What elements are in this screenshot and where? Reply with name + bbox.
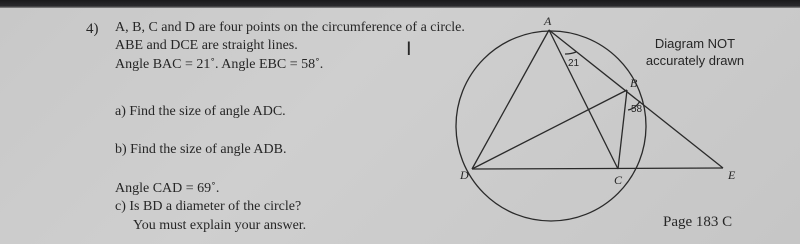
intro-line-1: A, B, C and D are four points on the circumference of a circle. [115,20,465,35]
point-label-e: E [728,168,736,182]
point-label-c: C [614,173,623,187]
point-label-b: B [630,76,638,90]
line-abe [549,30,723,168]
part-c: c) Is BD a diameter of the circle? [115,199,302,214]
circle-diagram [0,8,800,244]
intro-line-3: Angle BAC = 21˚. Angle EBC = 58˚. [115,57,324,72]
point-label-d: D [460,168,469,182]
line-bc [618,90,627,169]
circle [456,31,646,221]
part-c-note: You must explain your answer. [133,218,307,233]
line-dce [472,168,723,169]
text-cursor-icon: I [406,38,412,60]
page-reference: Page 183 C [663,214,733,230]
worksheet-page [0,8,800,244]
diagram-note-line-1: Diagram NOT [654,36,736,51]
point-label-a: A [544,14,552,28]
given-angle-cad: Angle CAD = 69˚. [115,181,220,196]
diagram-note-line-2: accurately drawn [645,53,745,68]
line-ad [472,30,549,169]
angle-label-bac: 21 [568,58,580,69]
angle-arc-bac [565,52,576,54]
question-number: 4) [86,21,99,37]
part-a: a) Find the size of angle ADC. [115,104,286,119]
part-b: b) Find the size of angle ADB. [115,142,287,157]
line-db [472,90,627,169]
angle-label-ebc: 58 [631,104,643,115]
intro-line-2: ABE and DCE are straight lines. [115,38,298,53]
